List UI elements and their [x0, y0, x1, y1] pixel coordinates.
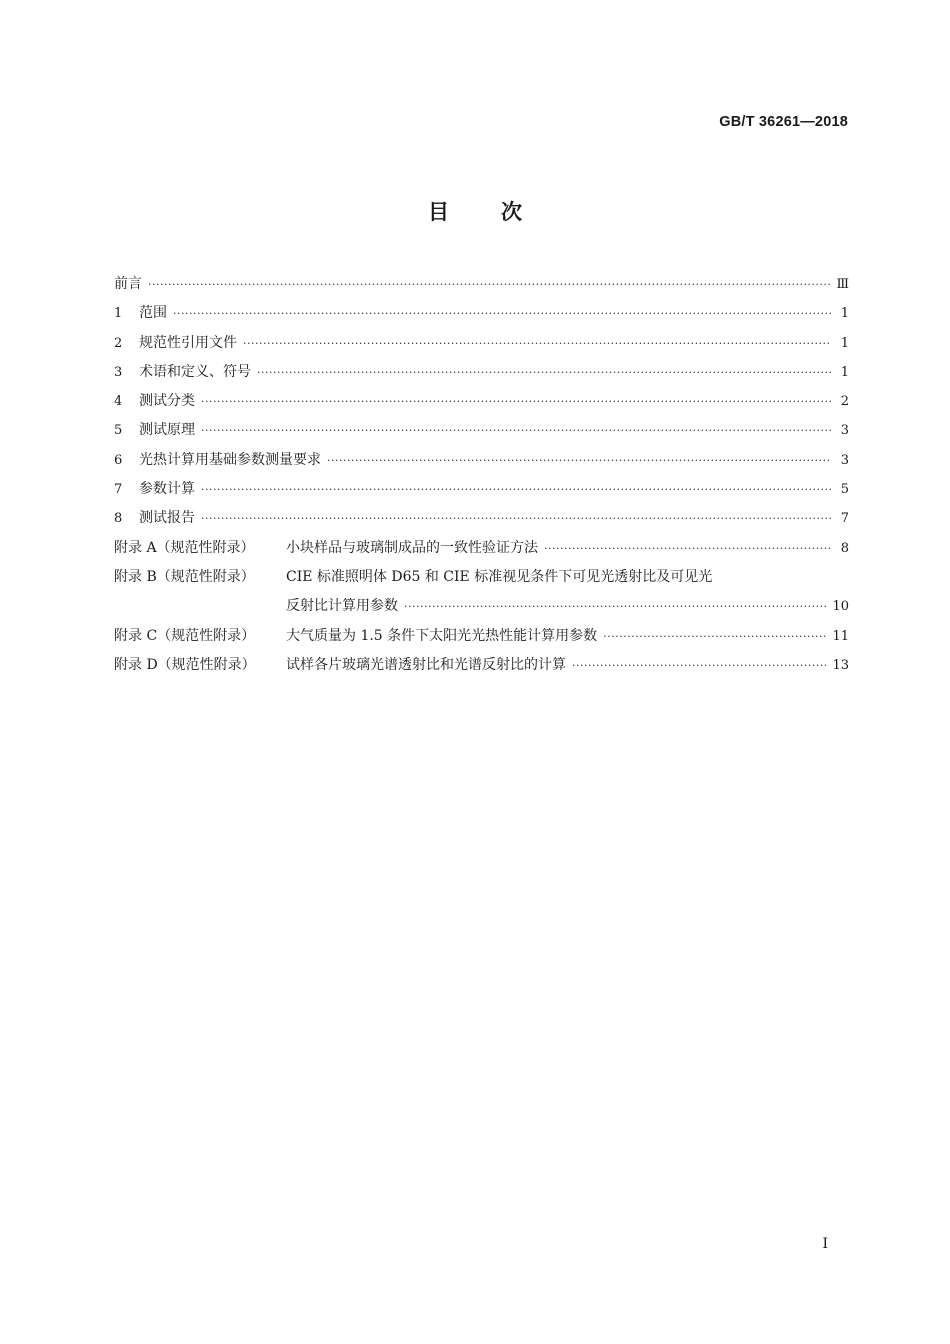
- toc-entry-annex-c[interactable]: [114, 622, 849, 651]
- toc-entry-label: 试样各片玻璃光谱透射比和光谱反射比的计算: [286, 656, 566, 673]
- toc-entry-label: 测试报告: [139, 510, 195, 527]
- toc-entry-chapter-2[interactable]: [114, 329, 849, 358]
- toc-entry-annex-b-continued[interactable]: [114, 592, 849, 621]
- toc-entry-page: 5: [840, 482, 849, 498]
- toc-entry-annex-b[interactable]: [114, 563, 849, 592]
- toc-entry-page: 10: [832, 599, 849, 615]
- toc-entry-page: 1: [840, 364, 849, 380]
- toc-entry-label: 测试原理: [139, 422, 195, 439]
- annex-tag: 附录 C（规范性附录）: [114, 627, 256, 644]
- toc-entry-label: 大气质量为 1.5 条件下太阳光光热性能计算用参数: [286, 627, 598, 644]
- dot-leader: [201, 475, 831, 504]
- dot-leader: [148, 270, 830, 299]
- toc-entry-page: 3: [840, 423, 849, 439]
- dot-leader: [327, 446, 831, 475]
- toc-entry-number: 5: [114, 423, 123, 439]
- dot-leader: [201, 416, 831, 445]
- dot-leader: [544, 534, 831, 563]
- page-number: I: [822, 1236, 828, 1252]
- toc-entry-chapter-8[interactable]: [114, 504, 849, 533]
- toc-entry-label: 反射比计算用参数: [286, 598, 398, 615]
- toc-entry-page: 13: [832, 657, 849, 673]
- toc-entry-page: Ⅲ: [836, 277, 849, 292]
- toc-entry-chapter-1[interactable]: [114, 299, 849, 328]
- toc-entry-page: 8: [840, 540, 849, 556]
- toc-entry-number: 1: [114, 306, 123, 322]
- toc-entry-annex-a[interactable]: [114, 534, 849, 563]
- toc-entry-label: 术语和定义、符号: [139, 363, 251, 380]
- toc-entry-page: 7: [840, 511, 849, 527]
- toc-entry-number: 8: [114, 511, 123, 527]
- page-title: 目次: [428, 200, 574, 224]
- dot-leader: [243, 329, 831, 358]
- toc-entry-page: 2: [840, 394, 849, 410]
- toc-entry-page: 3: [840, 452, 849, 468]
- toc-entry-number: 7: [114, 482, 123, 498]
- toc-entry-label: 测试分类: [139, 393, 195, 410]
- toc-entry-chapter-6[interactable]: [114, 446, 849, 475]
- toc-entry-label: 前言: [114, 276, 142, 292]
- toc-entry-number: 3: [114, 364, 123, 380]
- dot-leader: [603, 622, 826, 651]
- toc-entry-page: 11: [832, 628, 849, 644]
- toc-entry-chapter-5[interactable]: [114, 416, 849, 445]
- table-of-contents: [114, 270, 849, 680]
- toc-entry-label: 光热计算用基础参数测量要求: [139, 451, 321, 468]
- annex-tag: 附录 A（规范性附录）: [114, 539, 255, 556]
- toc-entry-chapter-3[interactable]: [114, 358, 849, 387]
- toc-entry-chapter-4[interactable]: [114, 387, 849, 416]
- toc-entry-annex-d[interactable]: [114, 651, 849, 680]
- annex-tag: 附录 D（规范性附录）: [114, 656, 256, 673]
- dot-leader: [257, 358, 831, 387]
- dot-leader: [404, 592, 826, 621]
- toc-entry-label: 小块样品与玻璃制成品的一致性验证方法: [286, 539, 538, 556]
- toc-entry-chapter-7[interactable]: [114, 475, 849, 504]
- toc-entry-label: 范围: [139, 305, 167, 322]
- toc-entry-label: CIE 标准照明体 D65 和 CIE 标准视见条件下可见光透射比及可见光: [286, 568, 713, 585]
- toc-entry-page: 1: [840, 335, 849, 351]
- toc-entry-number: 4: [114, 394, 123, 410]
- toc-entry-number: 2: [114, 335, 123, 351]
- toc-entry-page: 1: [840, 306, 849, 322]
- toc-entry-number: 6: [114, 452, 123, 468]
- dot-leader: [173, 299, 831, 328]
- toc-entry-label: 规范性引用文件: [139, 334, 237, 351]
- dot-leader: [572, 651, 826, 680]
- toc-entry-label: 参数计算: [139, 481, 195, 498]
- toc-entry-foreword[interactable]: [114, 270, 849, 299]
- dot-leader: [201, 504, 831, 533]
- standard-code: GB/T 36261—2018: [719, 114, 848, 130]
- annex-tag: 附录 B（规范性附录）: [114, 568, 255, 585]
- dot-leader: [201, 387, 831, 416]
